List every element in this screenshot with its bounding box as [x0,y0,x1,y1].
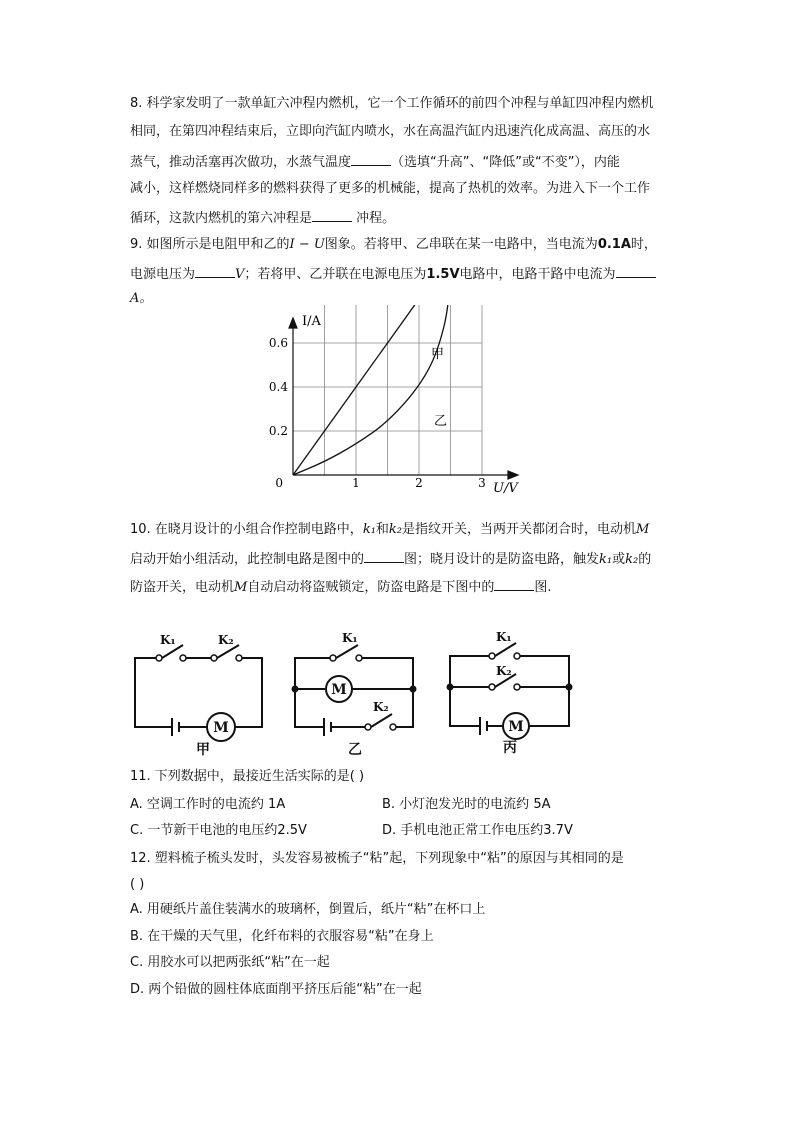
switch-k2-label: K₂ [373,700,389,714]
q10-text: 和 [375,522,389,537]
q9-text: ；若将甲、乙并联在电源电压为 [244,267,427,282]
q10-line-1 [130,522,649,538]
y-tick-label: 0.6 [268,336,288,350]
q9-text: 电源电压为 [130,267,196,282]
answer-blank[interactable] [312,209,352,222]
q10-text: 是指纹开关，当两开关都闭合时，电动机 [402,522,637,537]
switch-k1-label: K₁ [160,633,176,647]
q10-symbol: k₁ [599,552,613,567]
q10-text: 启动开始小组活动，此控制电路是图中的 [130,552,365,567]
x-tick-label: 2 [415,476,423,490]
q8-text: 循环，这款内燃机的第六冲程是 [130,211,313,226]
answer-blank[interactable] [494,578,534,591]
switch-k2 [371,714,392,727]
q11-stem [130,769,364,785]
switch-k1-label: K₁ [496,630,512,644]
x-tick-label: 1 [352,476,360,490]
option-text: A. 空调工作时的电流约 1A [130,797,286,812]
q10-text: 防盗开关，电动机 [130,580,235,595]
q8-line-2 [130,124,650,140]
q10-symbol: k₂ [625,552,639,567]
q12-text: 12. 塑料梳子梳头发时，头发容易被梳子“粘”起，下列现象中“粘”的原因与其相同的是 [130,851,624,866]
option-text: A. 用硬纸片盖住装满水的玻璃杯，倒置后，纸片“粘”在杯口上 [130,902,486,917]
switch-k2-label: K₂ [218,633,234,647]
option-text: C. 一节新干电池的电压约2.5V [130,823,307,838]
option-text: B. 在干燥的天气里，化纤布料的衣服容易“粘”在身上 [130,929,434,944]
q9-formula: I − U [289,237,325,252]
motor-label: M [331,682,347,698]
q10-symbol: k₁ [362,522,376,537]
q11-option-c[interactable] [130,823,307,839]
q8-text: 减小，这样燃烧同样多的燃料获得了更多的机械能，提高了热机的效率。为进入下一个工作 [130,181,651,196]
caption-jia: 甲 [196,742,210,758]
q9-line-3 [130,291,152,307]
q9-value: 1.5V [426,267,460,282]
caption-bing: 丙 [503,740,517,756]
graph-grid [293,305,482,475]
q9-text: A。 [130,291,153,306]
x-axis-label: U/V [493,481,518,496]
q9-line-2 [130,265,656,283]
q10-line-3 [130,578,551,596]
q9-text: 时， [630,237,657,252]
q8-line-4 [130,181,650,197]
q8-line-3 [130,153,620,171]
q10-text: 的 [638,552,652,567]
circuit-yi [295,645,413,736]
q12-option-b[interactable] [130,929,434,945]
q10-symbol: k₂ [388,522,403,537]
q12-option-a[interactable] [130,902,485,918]
q8-line-1 [130,96,654,112]
q11-option-d[interactable] [382,823,573,839]
x-axis-arrow-icon [508,471,518,479]
q10-symbol: M [636,522,650,537]
caption-yi: 乙 [348,742,362,758]
q10-text: 或 [612,552,626,567]
q10-text: 图；晓月设计的是防盗电路，触发 [404,552,600,567]
x-tick-label: 3 [478,476,486,490]
q9-text: 9. 如图所示是电阻甲和乙的 [130,237,290,252]
origin-label: 0 [275,476,283,490]
q9-line-1 [130,237,657,253]
motor-label: M [213,720,229,736]
q10-symbol: M [234,580,248,595]
series-line-yi [293,305,451,475]
option-text: D. 手机电池正常工作电压约3.7V [382,823,573,838]
q8-text: 冲程。 [352,211,396,226]
switch-k1-label: K₁ [342,631,358,645]
y-axis-label: I/A [302,314,321,329]
answer-blank[interactable] [616,265,656,278]
q11-text: 11. 下列数据中，最接近生活实际的是( ) [130,769,365,784]
q9-unit: V [235,267,245,282]
answer-blank[interactable] [351,153,391,166]
motor-label: M [508,719,524,735]
graph-axes [289,318,518,479]
q10-text: 自动启动将盗贼锁定，防盗电路是下图中的 [247,580,495,595]
iu-graph [250,305,540,505]
series-label-yi: 乙 [434,414,448,429]
q10-text: 图. [534,580,552,595]
q12-paren [130,877,144,893]
q10-text: 10. 在晓月设计的小组合作控制电路中， [130,522,363,537]
q12-option-d[interactable] [130,982,422,998]
option-text: B. 小灯泡发光时的电流约 5A [382,797,551,812]
q9-text: 电路中，电路干路中电流为 [459,267,616,282]
q8-text: 8. 科学家发明了一款单缸六冲程内燃机，它一个工作循环的前四个冲程与单缸四冲程内燃机 [130,96,654,111]
q8-line-5 [130,209,395,227]
q12-stem [130,851,624,867]
switch-k1 [336,645,358,658]
y-axis-arrow-icon [289,318,297,328]
series-label-jia: 甲 [431,347,445,362]
q8-text: 相同，在第四冲程结束后，立即向汽缸内喷水，水在高温汽缸内迅速汽化成高温、高压的水 [130,124,651,139]
circuit-jia [135,645,262,741]
q11-option-b[interactable] [382,797,550,813]
switch-k2-label: K₂ [496,664,512,678]
q10-line-2 [130,550,651,568]
option-text: C. 用胶水可以把两张纸“粘”在一起 [130,955,330,970]
answer-blank[interactable] [195,265,235,278]
y-tick-label: 0.2 [268,424,288,438]
q12-option-c[interactable] [130,955,330,971]
q8-text: 蒸气，推动活塞再次做功，水蒸气温度 [130,155,352,170]
q12-text: ( ) [130,877,145,892]
q8-text: （选填“升高”、“降低”或“不变”），内能 [391,155,620,170]
option-text: D. 两个铅做的圆柱体底面削平挤压后能“粘”在一起 [130,982,422,997]
q9-value: 0.1A [597,237,631,252]
switch-k1 [495,643,516,656]
answer-blank[interactable] [364,550,404,563]
q9-text: 图象。若将甲、乙串联在某一电路中，当电流为 [324,237,598,252]
circuit-diagrams [120,622,590,760]
q11-option-a[interactable] [130,797,285,813]
y-tick-label: 0.4 [268,380,288,394]
